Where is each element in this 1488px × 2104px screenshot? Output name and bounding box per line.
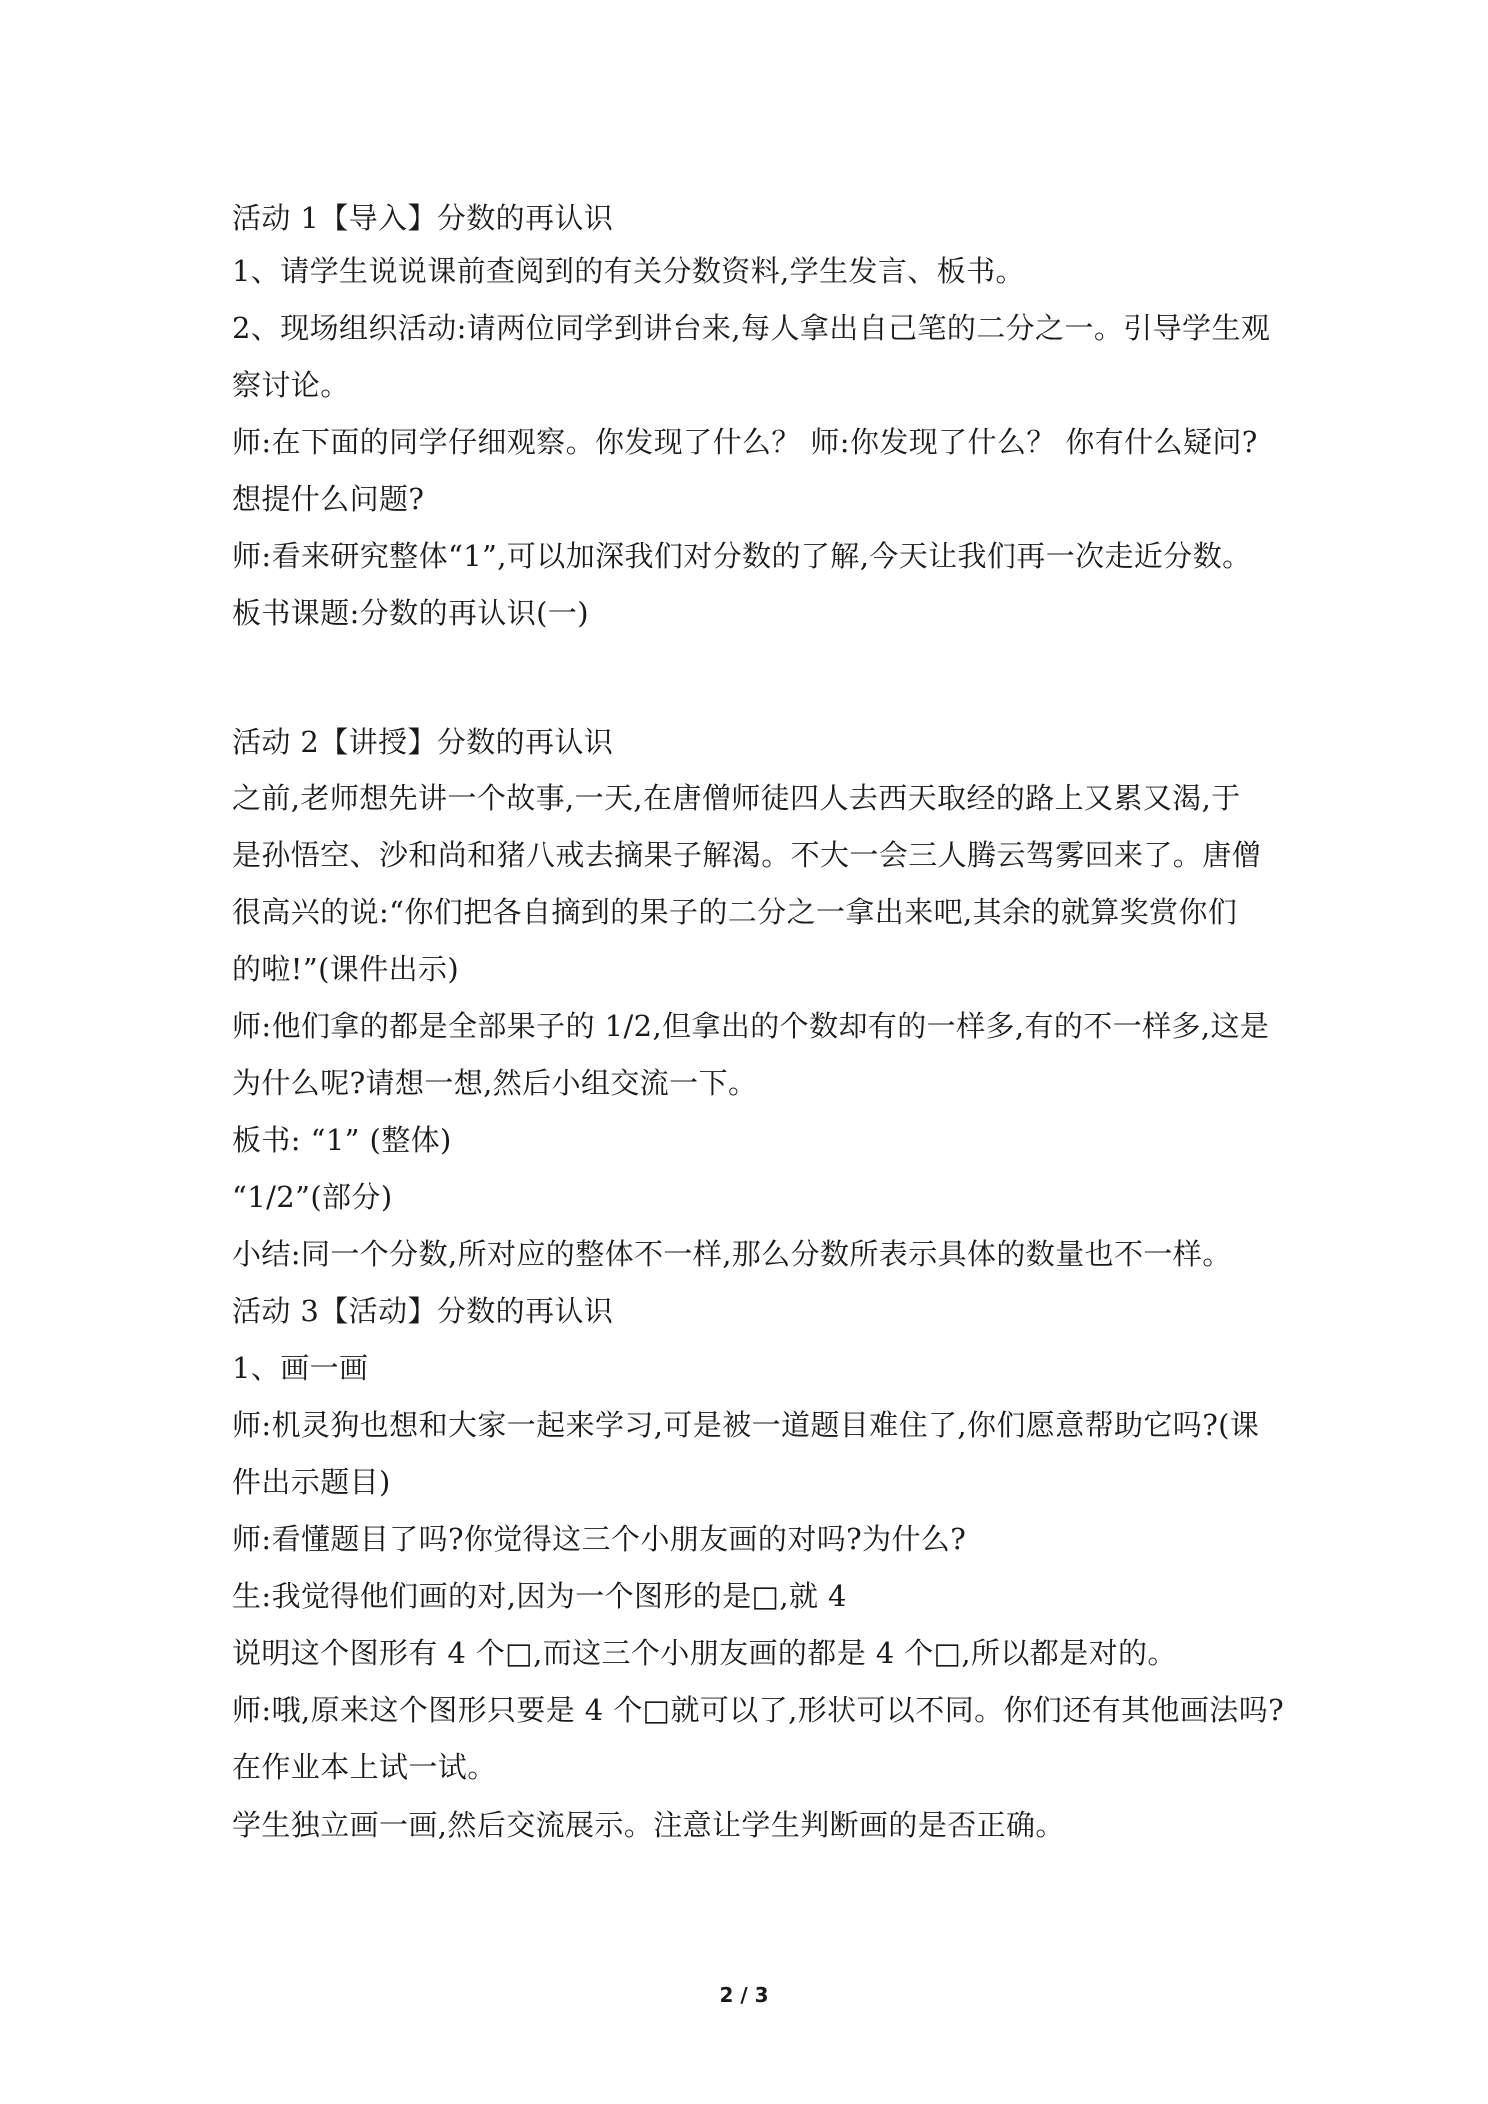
page-number: 2 / 3 (719, 1983, 769, 2007)
activity-1-heading: 活动 1【导入】分数的再认识 (232, 201, 614, 235)
paragraph-line: “1/2”(部分) (232, 1180, 393, 1214)
paragraph-line: 板书课题:分数的再认识(一) (232, 596, 589, 630)
paragraph-line: 2、现场组织活动:请两位同学到讲台来,每人拿出自己笔的二分之一。引导学生观 (232, 311, 1271, 345)
paragraph-line: 很高兴的说:“你们把各自摘到的果子的二分之一拿出来吧,其余的就算奖赏你们 (232, 895, 1238, 929)
paragraph-line: 师:看懂题目了吗?你觉得这三个小朋友画的对吗?为什么? (232, 1522, 967, 1556)
paragraph-line: 师:在下面的同学仔细观察。你发现了什么？ 师:你发现了什么？ 你有什么疑问? (232, 425, 1258, 459)
paragraph-line: 为什么呢?请想一想,然后小组交流一下。 (232, 1066, 758, 1100)
paragraph-line: 生:我觉得他们画的对,因为一个图形的是□,就 4 (232, 1579, 847, 1613)
paragraph-line: 是孙悟空、沙和尚和猪八戒去摘果子解渴。不大一会三人腾云驾雾回来了。唐僧 (232, 838, 1262, 872)
paragraph-line: 1、画一画 (232, 1351, 369, 1385)
paragraph-line: 件出示题目) (232, 1465, 391, 1499)
activity-3-heading: 活动 3【活动】分数的再认识 (232, 1294, 614, 1328)
paragraph-line: 想提什么问题? (232, 482, 425, 516)
paragraph-line: 的啦!”(课件出示) (232, 952, 460, 986)
paragraph-line: 小结:同一个分数,所对应的整体不一样,那么分数所表示具体的数量也不一样。 (232, 1237, 1232, 1271)
paragraph-line: 师:看来研究整体“1”,可以加深我们对分数的了解,今天让我们再一次走近分数。 (232, 539, 1252, 573)
paragraph-line: 察讨论。 (232, 368, 350, 402)
activity-2-heading: 活动 2【讲授】分数的再认识 (232, 725, 614, 759)
paragraph-line: 师:哦,原来这个图形只要是 4 个□就可以了,形状可以不同。你们还有其他画法吗? (232, 1693, 1285, 1727)
paragraph-line: 板书: “1” (整体) (232, 1123, 452, 1157)
paragraph-line: 师:机灵狗也想和大家一起来学习,可是被一道题目难住了,你们愿意帮助它吗?(课 (232, 1408, 1260, 1442)
paragraph-line: 1、请学生说说课前查阅到的有关分数资料,学生发言、板书。 (232, 254, 1025, 288)
paragraph-line: 在作业本上试一试。 (232, 1750, 497, 1784)
paragraph-line: 说明这个图形有 4 个□,而这三个小朋友画的都是 4 个□,所以都是对的。 (232, 1636, 1177, 1670)
paragraph-line: 之前,老师想先讲一个故事,一天,在唐僧师徒四人去西天取经的路上又累又渴,于 (232, 781, 1241, 815)
paragraph-line: 学生独立画一画,然后交流展示。注意让学生判断画的是否正确。 (232, 1808, 1065, 1842)
paragraph-line: 师:他们拿的都是全部果子的 1/2,但拿出的个数却有的一样多,有的不一样多,这是 (232, 1009, 1270, 1043)
